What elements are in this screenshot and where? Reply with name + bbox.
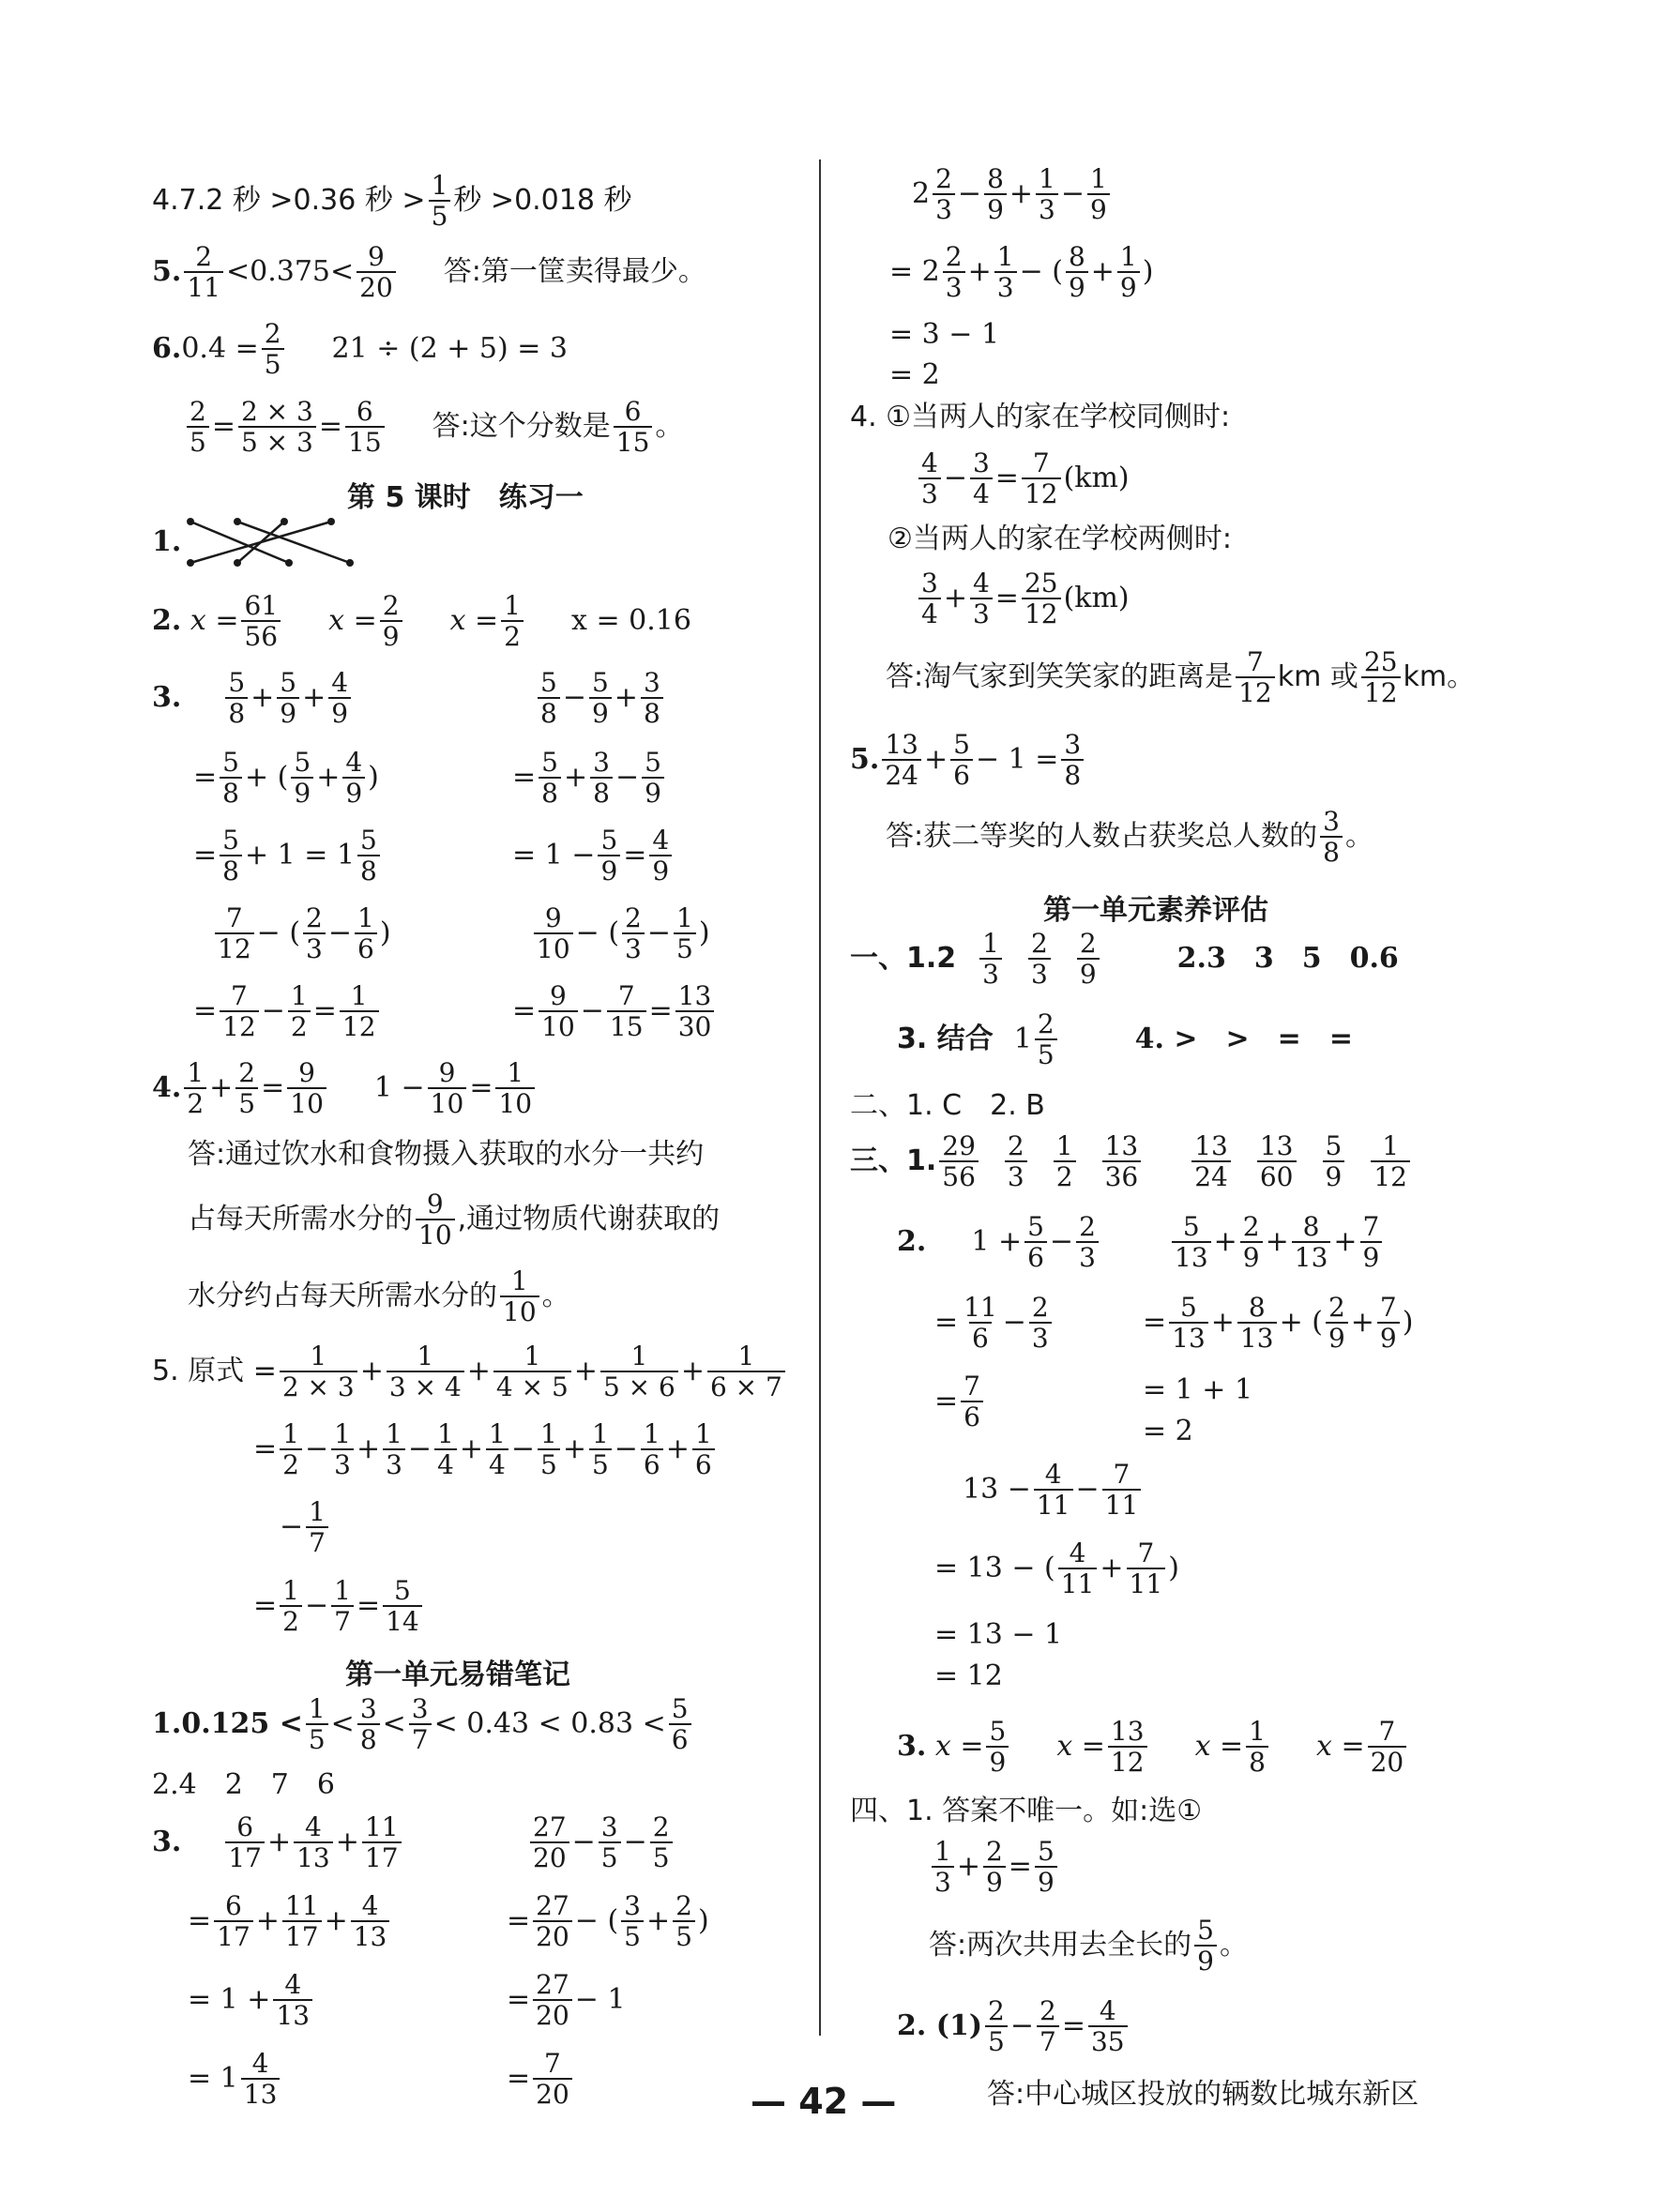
r5-answer: 答:获二等奖的人数占获奖总人数的 $\frac{3}{8}$ 。 — [886, 806, 1373, 869]
section-heading-eval: 第一单元素养评估 — [1043, 894, 1268, 927]
r4-answer: 答:淘气家到笑笑家的距离是 $\frac{7}{12}$ km 或 $\frac{25}{12}$ km。 — [886, 646, 1476, 709]
errors-q3-step-b1: = $\frac{27}{20}$ − ( $\frac{3}{5}$ + $\frac{2}{5}$ ) — [507, 1890, 709, 1953]
eval-3-3: 3. x = $\frac{5}{9}$ x = $\frac{13}{12}$ x = $\frac{1}{8}$ x = $\frac{7}{20}$ — [897, 1717, 1409, 1778]
q3-expr-b: $\frac{5}{8}$ − $\frac{5}{9}$ + $\frac{3}{8}$ — [535, 668, 666, 729]
r3-step3: = 2 — [889, 358, 940, 391]
q3-expr-d: $\frac{9}{10}$ − ( $\frac{2}{3}$ − $\frac{1}{5}$ ) — [531, 903, 710, 964]
question-4-answer-3: 水分约占每天所需水分的 $\frac{1}{10}$ 。 — [188, 1265, 570, 1328]
eval-4-2-answer: 答:中心城区投放的辆数比城东新区 — [987, 2078, 1419, 2111]
r4-case1-calc: $\frac{4}{3}$ − $\frac{3}{4}$ = $\frac{7}{12}$ (km) — [916, 448, 1130, 509]
r4-case1: 4. ①当两人的家在学校同侧时: — [850, 401, 1231, 433]
r4-case2: ②当两人的家在学校两侧时: — [888, 523, 1233, 555]
answer-5: 5. $\frac{2}{11}$ <0.375< $\frac{9}{20}$ 答:第一筐卖得最少。 — [152, 241, 706, 304]
matching-lines-diagram — [181, 514, 359, 570]
errors-q3-expr-b: $\frac{27}{20}$ − $\frac{3}{5}$ − $\frac{2}{5}$ — [527, 1812, 675, 1873]
section-heading-lesson5: 第 5 课时 练习一 — [347, 481, 584, 514]
errors-q3-step-a2: = 1 + $\frac{4}{13}$ — [188, 1970, 315, 2031]
q3-step-a2: = $\frac{5}{8}$ + 1 = 1 $\frac{5}{8}$ — [193, 826, 383, 886]
question-5-line1: 5. 原式 = $\frac{1}{2 \times 3}$ + $\frac{1}{3 \times 4}$ + $\frac{1}{4 \times 5}$ + $\frac{1}{5 \times 6}$ + $\frac{1}{6 \times 7}$ — [152, 1341, 788, 1402]
errors-answer-1: 1.0.125 < $\frac{1}{5}$ < $\frac{3}{8}$ < $\frac{3}{7}$ < 0.43 < 0.83 < $\frac{5}{6}$ — [152, 1694, 694, 1755]
eval-4-1: 四、1. 答案不唯一。如:选① — [850, 1795, 1203, 1827]
r3-expr: 2 $\frac{2}{3}$ − $\frac{8}{9}$ + $\frac{1}{3}$ − $\frac{1}{9}$ — [912, 164, 1113, 225]
matching-answer: 1. — [152, 514, 359, 570]
question-5-line3: − $\frac{1}{7}$ — [280, 1497, 331, 1558]
answer-4: 4.7.2 秒 >0.36 秒 > $\frac{1}{5}$ 秒 >0.018 秒 — [152, 170, 632, 233]
eval-3-2-step-a1: = $\frac{11}{6}$ − $\frac{2}{3}$ — [934, 1293, 1055, 1354]
eval-3-2-step-c1: = 13 − ( $\frac{4}{11}$ + $\frac{7}{11}$ ) — [934, 1538, 1179, 1600]
eval-3-2-step-c2: = 13 − 1 — [934, 1618, 1063, 1651]
eval-3-2-step-b3: = 2 — [1143, 1415, 1193, 1447]
question-4-answer-2: 占每天所需水分的 $\frac{9}{10}$ ,通过物质代谢获取的 — [188, 1189, 721, 1251]
eval-3-2-step-b1: = $\frac{5}{13}$ + $\frac{8}{13}$ + ( $\frac{2}{9}$ + $\frac{7}{9}$ ) — [1143, 1292, 1414, 1355]
question-4-calc: 4. $\frac{1}{2}$ + $\frac{2}{5}$ = $\frac{9}{10}$ 1 − $\frac{9}{10}$ = $\frac{1}{10}$ — [152, 1058, 538, 1119]
eval-3-2-step-b2: = 1 + 1 — [1143, 1373, 1253, 1406]
r5-calc: 5. $\frac{13}{24}$ + $\frac{5}{6}$ − 1 = $\frac{3}{8}$ — [850, 730, 1086, 791]
q3-step-b2: = 1 − $\frac{5}{9}$ = $\frac{4}{9}$ — [512, 826, 675, 886]
eval-3-2-expr-c: 13 − $\frac{4}{11}$ − $\frac{7}{11}$ — [963, 1460, 1144, 1521]
answer-6-line2: $\frac{2}{5}$ = $\frac{2 \times 3}{5 \times 3}$ = $\frac{6}{15}$ 答:这个分数是 $\frac{6}{15}$ 。 — [184, 397, 683, 458]
eval-3-2-step-c3: = 12 — [934, 1659, 1003, 1692]
eval-4-1-calc: $\frac{1}{3}$ + $\frac{2}{9}$ = $\frac{5}{9}$ — [929, 1837, 1060, 1898]
eval-3-2-expr-a: 2. 1 + $\frac{5}{6}$ − $\frac{2}{3}$ — [897, 1212, 1101, 1273]
q3-step-a1: = $\frac{5}{8}$ + ( $\frac{5}{9}$ + $\frac{4}{9}$ ) — [193, 747, 379, 810]
q3-expr-a: 3. $\frac{5}{8}$ + $\frac{5}{9}$ + $\frac{4}{9}$ — [152, 668, 354, 729]
errors-q3-step-a1: = $\frac{6}{17}$ + $\frac{11}{17}$ + $\frac{4}{13}$ — [188, 1891, 392, 1952]
question-5-line2: = $\frac{1}{2}$ − $\frac{1}{3}$ + $\frac{1}{3}$ − $\frac{1}{4}$ + $\frac{1}{4}$ − $\frac{1}{5}$ + $\frac{1}{5}$ − $\frac{1}{6}$ + $\frac{1}{6}$ — [253, 1419, 718, 1480]
eval-2: 二、1. C 2. B — [850, 1089, 1045, 1122]
errors-q3-step-b3: = $\frac{7}{20}$ — [507, 2049, 575, 2110]
errors-answer-2: 2.4 2 7 6 — [152, 1768, 335, 1801]
eval-3-2-step-a2: = $\frac{7}{6}$ — [934, 1371, 986, 1432]
r3-step1: = 2 $\frac{2}{3}$ + $\frac{1}{3}$ − ( $\frac{8}{9}$ + $\frac{1}{9}$ ) — [889, 241, 1154, 304]
q3-step-d1: = $\frac{9}{10}$ − $\frac{7}{15}$ = $\frac{13}{30}$ — [512, 981, 717, 1042]
errors-q3-step-a3: = 1 $\frac{4}{13}$ — [188, 2049, 282, 2110]
column-divider — [819, 159, 821, 2036]
section-heading-errors: 第一单元易错笔记 — [345, 1659, 570, 1691]
r3-step2: = 3 − 1 — [889, 318, 1000, 351]
r4-case2-calc: $\frac{3}{4}$ + $\frac{4}{3}$ = $\frac{25}{12}$ (km) — [916, 568, 1130, 629]
page-number: — 42 — — [751, 2081, 897, 2122]
q3-step-c1: = $\frac{7}{12}$ − $\frac{1}{2}$ = $\frac{1}{12}$ — [193, 981, 382, 1042]
q3-step-b1: = $\frac{5}{8}$ + $\frac{3}{8}$ − $\frac{5}{9}$ — [512, 748, 667, 809]
errors-q3-step-b2: = $\frac{27}{20}$ − 1 — [507, 1969, 626, 2032]
question-5-line4: = $\frac{1}{2}$ − $\frac{1}{7}$ = $\frac{5}{14}$ — [253, 1576, 425, 1637]
answer-6: 6. 0.4 = $\frac{2}{5}$ 21 ÷ (2 + 5) = 3 — [152, 318, 569, 381]
eval-3-2-expr-b: $\frac{5}{13}$ + $\frac{2}{9}$ + $\frac{8}{13}$ + $\frac{7}{9}$ — [1169, 1212, 1385, 1273]
errors-q3-expr-a: 3. $\frac{6}{17}$ + $\frac{4}{13}$ + $\frac{11}{17}$ — [152, 1812, 404, 1873]
eval-4-1-answer: 答:两次共用去全长的 $\frac{5}{9}$ 。 — [929, 1915, 1248, 1977]
q3-expr-c: $\frac{7}{12}$ − ( $\frac{2}{3}$ − $\frac{1}{6}$ ) — [212, 903, 391, 964]
eval-3-1: 三、1. $\frac{29}{56}$ $\frac{2}{3}$ $\frac{1}{2}$ $\frac{13}{36}$ $\frac{13}{24}$ $\frac{13}{60}$ $\frac{5}{9}$ $\frac{1}{12}$ — [850, 1131, 1413, 1192]
question-2-answers: 2. x = $\frac{61}{56}$ x = $\frac{2}{9}$ x = $\frac{1}{2}$ x = 0.16 — [152, 590, 691, 653]
eval-4-2: 2. (1) $\frac{2}{5}$ − $\frac{2}{7}$ = $\frac{4}{35}$ — [897, 1996, 1130, 2057]
eval-1-3: 3. 结合 1 $\frac{2}{5}$ 4. > > = = — [897, 1008, 1353, 1071]
eval-1-1: 一、1.2 $\frac{1}{3}$ $\frac{2}{3}$ $\frac{2}{9}$ 2.3 3 5 0.6 — [850, 928, 1399, 991]
question-4-answer-1: 答:通过饮水和食物摄入获取的水分一共约 — [188, 1138, 705, 1171]
